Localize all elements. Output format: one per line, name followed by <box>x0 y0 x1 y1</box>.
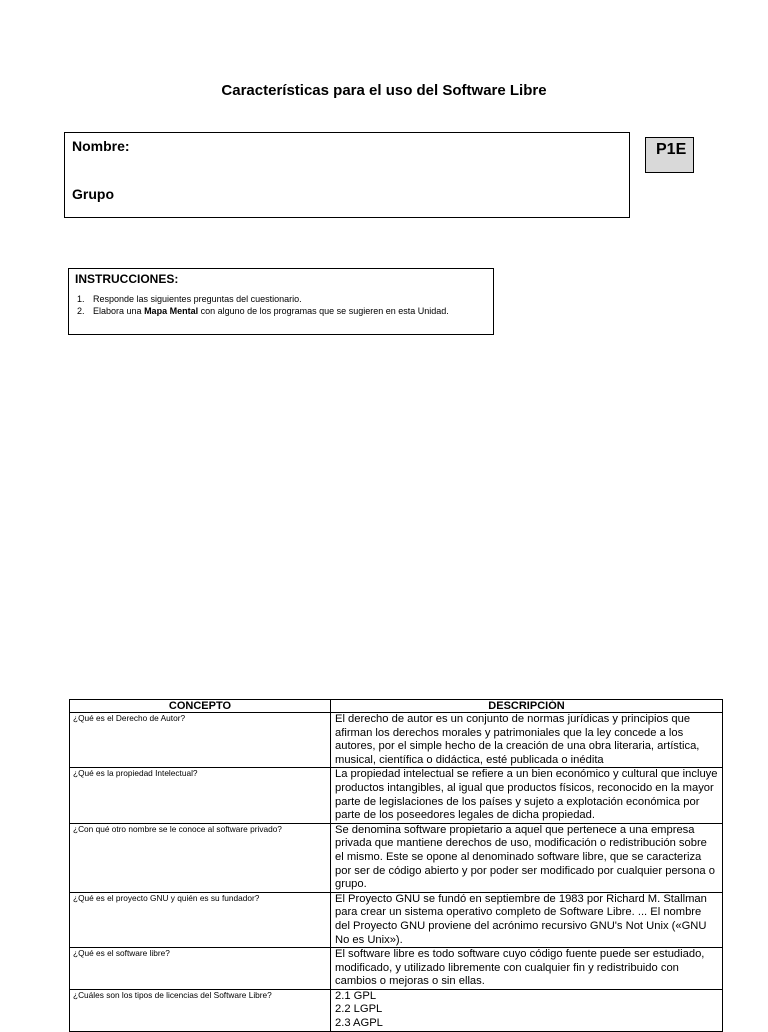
question-cell: ¿Con qué otro nombre se le conoce al software privado? <box>70 823 331 892</box>
license-item: 2.3 AGPL <box>335 1017 383 1030</box>
instructions-list <box>75 293 449 317</box>
instruction-text: Responde las siguientes preguntas del cuestionario. <box>93 294 302 304</box>
answer-cell: El Proyecto GNU se fundó en septiembre de 1983 por Richard M. Stallman para crear un sistema operativo completo de Software Libre. ... El nombre del Proyecto GNU proviene del acrónimo recursivo GNU's Not Unix («GNU No es Unix»). <box>331 892 723 947</box>
header-descripcion: DESCRIPCIÓN <box>331 700 723 713</box>
answer-cell: La propiedad intelectual se refiere a un bien económico y cultural que incluye productos intangibles, al igual que productos físicos, reconocido en la mayor parte de legislaciones de los países y sujeto a explotación económica por parte de los poseedores legales de dicha propiedad. <box>331 768 723 823</box>
header-concepto: CONCEPTO <box>70 700 331 713</box>
answer-cell: El derecho de autor es un conjunto de normas jurídicas y principios que afirman los derechos morales y patrimoniales que la ley concede a los autores, por el simple hecho de la creación de una obra literaria, artística, musical, científica o didáctica, esté publicada o inédita <box>331 713 723 768</box>
table-row <box>70 989 723 1031</box>
questionnaire-table-wrapper <box>69 699 723 1032</box>
instruction-text-prefix: Elabora una <box>93 306 142 316</box>
question-cell: ¿Cuáles son los tipos de licencias del Software Libre? <box>70 989 331 1031</box>
document-title: Características para el uso del Software Libre <box>221 82 547 99</box>
question-cell: ¿Qué es el proyecto GNU y quién es su fundador? <box>70 892 331 947</box>
instruction-item: 1. Responde las siguientes preguntas del cuestionario. <box>77 294 302 304</box>
answer-cell <box>331 989 723 1031</box>
questionnaire-table <box>69 699 723 1032</box>
table-row <box>70 892 723 947</box>
name-label: Nombre: <box>72 138 130 154</box>
question-cell: ¿Qué es el software libre? <box>70 948 331 990</box>
table-row <box>70 948 723 990</box>
question-cell: ¿Qué es el Derecho de Autor? <box>70 713 331 768</box>
instruction-item: 2. Elabora una Mapa Mental con alguno de los programas que se sugieren en esta Unidad. <box>77 306 449 316</box>
table-row <box>70 768 723 823</box>
answer-cell: El software libre es todo software cuyo código fuente puede ser estudiado, modificado, y utilizado libremente con cualquier fin y redistribuido con cambios o mejoras o sin ellas. <box>331 948 723 990</box>
instruction-text-bold: Mapa Mental <box>144 306 199 316</box>
license-item: 2.1 GPL <box>335 989 377 1002</box>
student-info-box <box>64 132 630 218</box>
instructions-box <box>68 268 494 335</box>
table-row <box>70 823 723 892</box>
license-item: 2.2 LGPL <box>335 1003 383 1016</box>
table-row <box>70 713 723 768</box>
activity-code-badge: P1E <box>645 137 694 173</box>
instruction-text-suffix: con alguno de los programas que se sugieren en esta Unidad. <box>200 306 449 316</box>
instructions-title: INSTRUCCIONES: <box>75 272 179 286</box>
group-label: Grupo <box>72 186 114 202</box>
answer-cell: Se denomina software propietario a aquel que pertenece a una empresa privada que mantiene derechos de uso, modificación o redistribución sobre el mismo. Este se opone al denominado software libre, que se caracteriza por ser de código abierto y por poder ser modificado por cualquier persona o grupo. <box>331 823 723 892</box>
question-cell: ¿Qué es la propiedad Intelectual? <box>70 768 331 823</box>
table-header-row <box>70 700 723 713</box>
